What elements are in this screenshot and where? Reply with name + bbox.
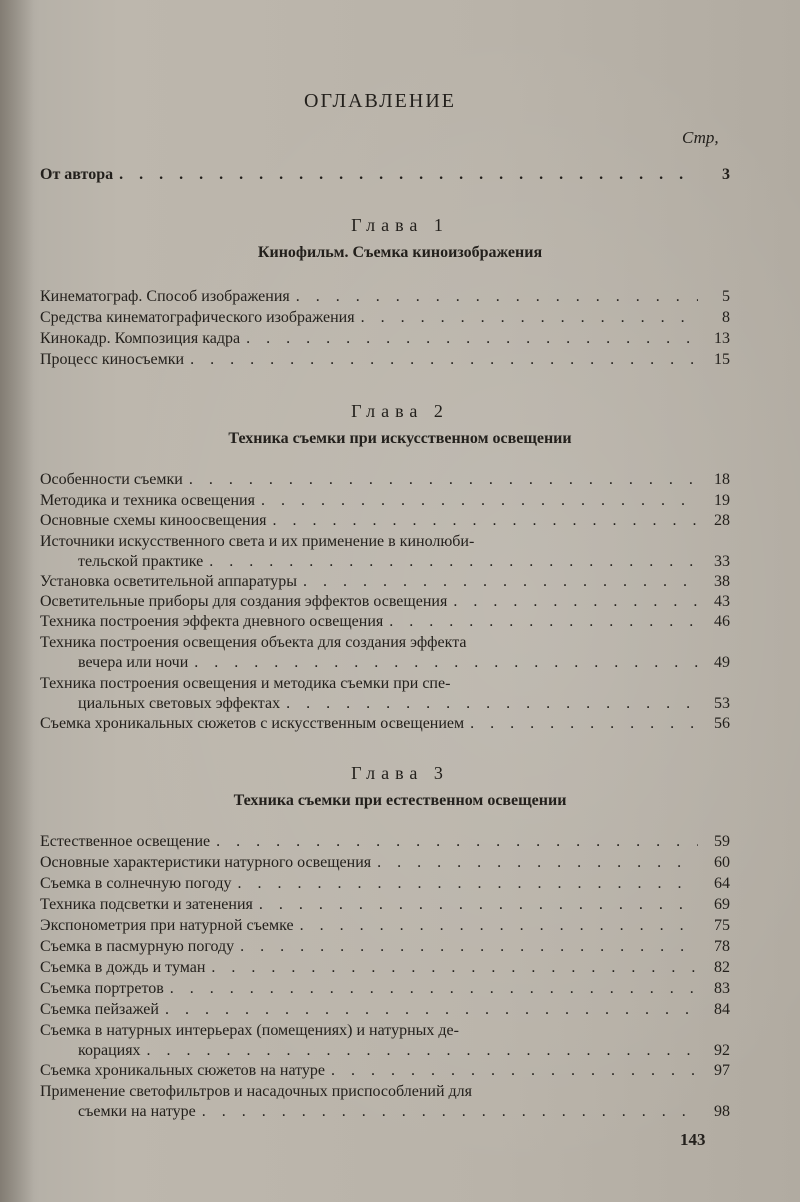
entry-text: Особенности съемки bbox=[40, 471, 183, 488]
dot-leader bbox=[453, 592, 698, 612]
toc-entry bbox=[40, 470, 730, 490]
entry-page: 82 bbox=[714, 959, 730, 976]
toc-entry bbox=[40, 1041, 730, 1061]
entry-text: Экспонометрия при натурной съемке bbox=[40, 917, 294, 934]
entry-page: 28 bbox=[714, 512, 730, 529]
chapter-label: Глава 3 bbox=[351, 763, 449, 783]
toc-entry bbox=[40, 350, 730, 370]
entry-page: 64 bbox=[714, 875, 730, 892]
dot-leader bbox=[211, 958, 698, 978]
entry-text: Естественное освещение bbox=[40, 833, 211, 850]
entry-line: Техника построения освещения и методика съемки при спе- bbox=[40, 675, 451, 692]
dot-leader bbox=[389, 612, 698, 632]
toc-entry bbox=[40, 592, 730, 612]
entry-text: От автора bbox=[40, 166, 114, 183]
entry-page: 33 bbox=[714, 553, 730, 570]
toc-entry bbox=[40, 1061, 730, 1081]
entry-text: Съемка в дождь и туман bbox=[40, 959, 206, 976]
chapter-title: Техника съемки при искусственном освещении bbox=[228, 430, 572, 447]
dot-leader bbox=[259, 895, 698, 915]
entry-page: 15 bbox=[714, 351, 730, 368]
toc-entry bbox=[40, 874, 730, 894]
entry-text: Процесс киносъемки bbox=[40, 351, 185, 368]
entry-text: Методика и техника освещения bbox=[40, 492, 255, 509]
dot-leader bbox=[273, 511, 698, 531]
entry-text: корациях bbox=[78, 1042, 141, 1059]
dot-leader bbox=[377, 853, 698, 873]
entry-line: Съемка в натурных интерьерах (помещениях) и натурных де- bbox=[40, 1022, 459, 1039]
dot-leader bbox=[147, 1041, 698, 1061]
entry-text: тельской практике bbox=[78, 553, 204, 570]
entry-text: Съемка в пасмурную погоду bbox=[40, 938, 235, 955]
dot-leader bbox=[189, 470, 698, 490]
dot-leader bbox=[296, 287, 698, 307]
entry-page: 75 bbox=[714, 917, 730, 934]
entry-text: Съемка пейзажей bbox=[40, 1001, 159, 1018]
entry-text: Техника подсветки и затенения bbox=[40, 896, 253, 913]
entry-text: Кинематограф. Способ изображения bbox=[40, 288, 290, 305]
entry-text: Кинокадр. Композиция кадра bbox=[40, 330, 241, 347]
dot-leader bbox=[261, 491, 698, 511]
entry-page: 60 bbox=[714, 854, 730, 871]
toc-entry bbox=[40, 832, 730, 852]
toc-title: ОГЛАВЛЕНИЕ bbox=[304, 90, 456, 112]
toc-entry bbox=[40, 916, 730, 936]
entry-line: Источники искусственного света и их применение в кинолюби- bbox=[40, 533, 475, 550]
entry-page: 18 bbox=[714, 471, 730, 488]
dot-leader bbox=[170, 979, 698, 999]
toc-entry bbox=[40, 979, 730, 999]
toc-entry bbox=[40, 308, 730, 328]
toc-entry bbox=[40, 653, 730, 673]
entry-page: 53 bbox=[714, 695, 730, 712]
toc-entry bbox=[40, 572, 730, 592]
dot-leader bbox=[286, 694, 698, 714]
entry-page: 38 bbox=[714, 573, 730, 590]
toc-entry bbox=[40, 714, 730, 734]
entry-text: Съемка в солнечную погоду bbox=[40, 875, 232, 892]
entry-text: вечера или ночи bbox=[78, 654, 189, 671]
toc-entry bbox=[40, 1000, 730, 1020]
toc-entry bbox=[40, 491, 730, 511]
page-column-header: Стр, bbox=[682, 128, 719, 147]
dot-leader bbox=[470, 714, 698, 734]
dot-leader bbox=[165, 1000, 698, 1020]
toc-entry bbox=[40, 511, 730, 531]
entry-page: 59 bbox=[714, 833, 730, 850]
entry-page: 69 bbox=[714, 896, 730, 913]
entry-page: 83 bbox=[714, 980, 730, 997]
toc-entry bbox=[40, 853, 730, 873]
entry-text: Основные характеристики натурного освещения bbox=[40, 854, 372, 871]
dot-leader bbox=[331, 1061, 698, 1081]
toc-entry bbox=[40, 958, 730, 978]
dot-leader bbox=[303, 572, 698, 592]
entry-page: 13 bbox=[714, 330, 730, 347]
toc-entry bbox=[40, 287, 730, 307]
toc-entry bbox=[40, 1102, 730, 1122]
entry-page: 5 bbox=[722, 288, 730, 305]
toc-entry bbox=[40, 329, 730, 349]
entry-text: съемки на натуре bbox=[78, 1103, 196, 1120]
entry-page: 97 bbox=[714, 1062, 730, 1079]
entry-text: Осветительные приборы для создания эффектов освещения bbox=[40, 593, 448, 610]
toc-entry bbox=[40, 612, 730, 632]
entry-text: Техника построения эффекта дневного освещения bbox=[40, 613, 384, 630]
toc-entry bbox=[40, 937, 730, 957]
dot-leader bbox=[209, 552, 698, 572]
entry-text: Съемка портретов bbox=[40, 980, 164, 997]
toc-entry-preface bbox=[40, 165, 730, 185]
dot-leader bbox=[237, 874, 698, 894]
entry-page: 98 bbox=[714, 1103, 730, 1120]
dot-leader bbox=[194, 653, 698, 673]
entry-text: Средства кинематографического изображения bbox=[40, 309, 355, 326]
chapter-title: Кинофильм. Съемка киноизображения bbox=[257, 244, 543, 261]
entry-text: циальных световых эффектах bbox=[78, 695, 281, 712]
entry-page: 46 bbox=[714, 613, 730, 630]
entry-page: 84 bbox=[714, 1001, 730, 1018]
dot-leader bbox=[300, 916, 698, 936]
entry-text: Съемка хроникальных сюжетов с искусственным освещением bbox=[40, 715, 465, 732]
dot-leader bbox=[202, 1102, 698, 1122]
chapter-title: Техника съемки при естественном освещении bbox=[233, 792, 567, 809]
entry-page: 78 bbox=[714, 938, 730, 955]
entry-line: Применение светофильтров и насадочных приспособлений для bbox=[40, 1083, 473, 1100]
entry-text: Основные схемы киноосвещения bbox=[40, 512, 267, 529]
dot-leader bbox=[190, 350, 698, 370]
entry-page: 43 bbox=[714, 593, 730, 610]
entry-page: 19 bbox=[714, 492, 730, 509]
dot-leader bbox=[361, 308, 698, 328]
entry-text: Установка осветительной аппаратуры bbox=[40, 573, 297, 590]
entry-text: Съемка хроникальных сюжетов на натуре bbox=[40, 1062, 326, 1079]
chapter-label: Глава 1 bbox=[351, 215, 449, 235]
dot-leader bbox=[240, 937, 698, 957]
toc-entry bbox=[40, 552, 730, 572]
dot-leader bbox=[119, 165, 698, 185]
entry-line: Техника построения освещения объекта для создания эффекта bbox=[40, 634, 467, 651]
entry-page: 3 bbox=[722, 166, 730, 183]
entry-page: 92 bbox=[714, 1042, 730, 1059]
toc-entry bbox=[40, 694, 730, 714]
entry-page: 56 bbox=[714, 715, 730, 732]
dot-leader bbox=[216, 832, 698, 852]
chapter-label: Глава 2 bbox=[351, 401, 449, 421]
entry-page: 49 bbox=[714, 654, 730, 671]
entry-page: 8 bbox=[722, 309, 730, 326]
dot-leader bbox=[246, 329, 698, 349]
page-number: 143 bbox=[680, 1130, 706, 1149]
toc-entry bbox=[40, 895, 730, 915]
